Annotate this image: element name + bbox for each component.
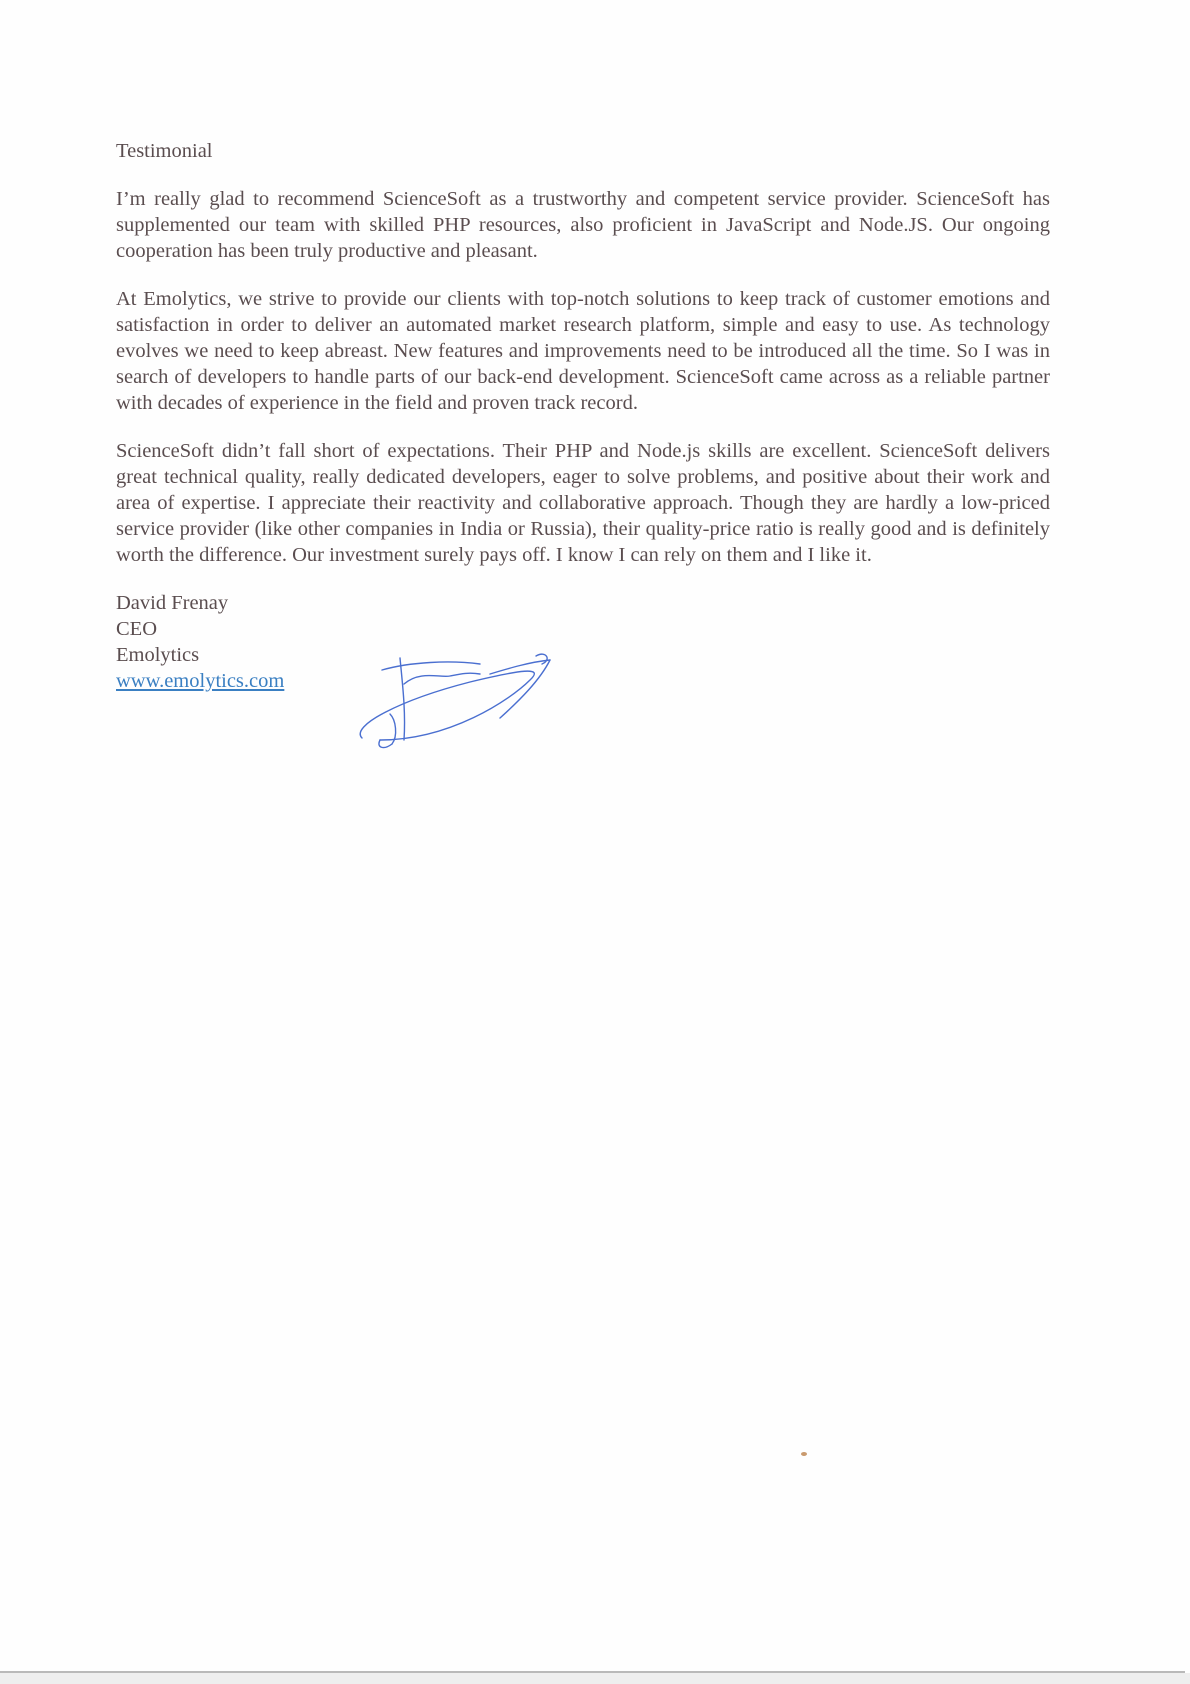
paragraph-1: I’m really glad to recommend ScienceSoft as a trustworthy and competent service provider. ScienceSoft has supplemented our team with skilled PHP resources, also proficient in JavaScript and Node.JS. Our ongoing cooperation has been truly productive and pleasant. [116, 188, 1050, 262]
signatory-name: David Frenay [116, 592, 229, 614]
letter-body [116, 138, 1050, 694]
paragraph-3: ScienceSoft didn’t fall short of expectations. Their PHP and Node.js skills are excellent. ScienceSoft delivers great technical quality, really dedicated developers, eager to solve problems, and positive about their work and area of expertise. I appreciate their reactivity and collaborative approach. Though they are hardly a low-priced service provider (like other companies in India or Russia), their quality-price ratio is really good and is definitely worth the difference. Our investment surely pays off. I know I can rely on them and I like it. [116, 440, 1050, 566]
scan-bottom-strip [0, 1673, 1190, 1684]
handwritten-signature-icon [340, 640, 590, 760]
paragraph-2: At Emolytics, we strive to provide our clients with top-notch solutions to keep track of customer emotions and satisfaction in order to deliver an automated market research platform, simple and easy to use. As technology evolves we need to keep abreast. New features and improvements need to be introduced all the time. So I was in search of developers to handle parts of our back-end development. ScienceSoft came across as a reliable partner with decades of experience in the field and proven track record. [116, 288, 1050, 414]
scan-speck [801, 1452, 807, 1456]
signatory-role: CEO [116, 618, 157, 640]
signatory-company: Emolytics [116, 644, 200, 666]
company-website-link[interactable]: www.emolytics.com [116, 670, 285, 692]
letter-title: Testimonial [116, 140, 213, 162]
